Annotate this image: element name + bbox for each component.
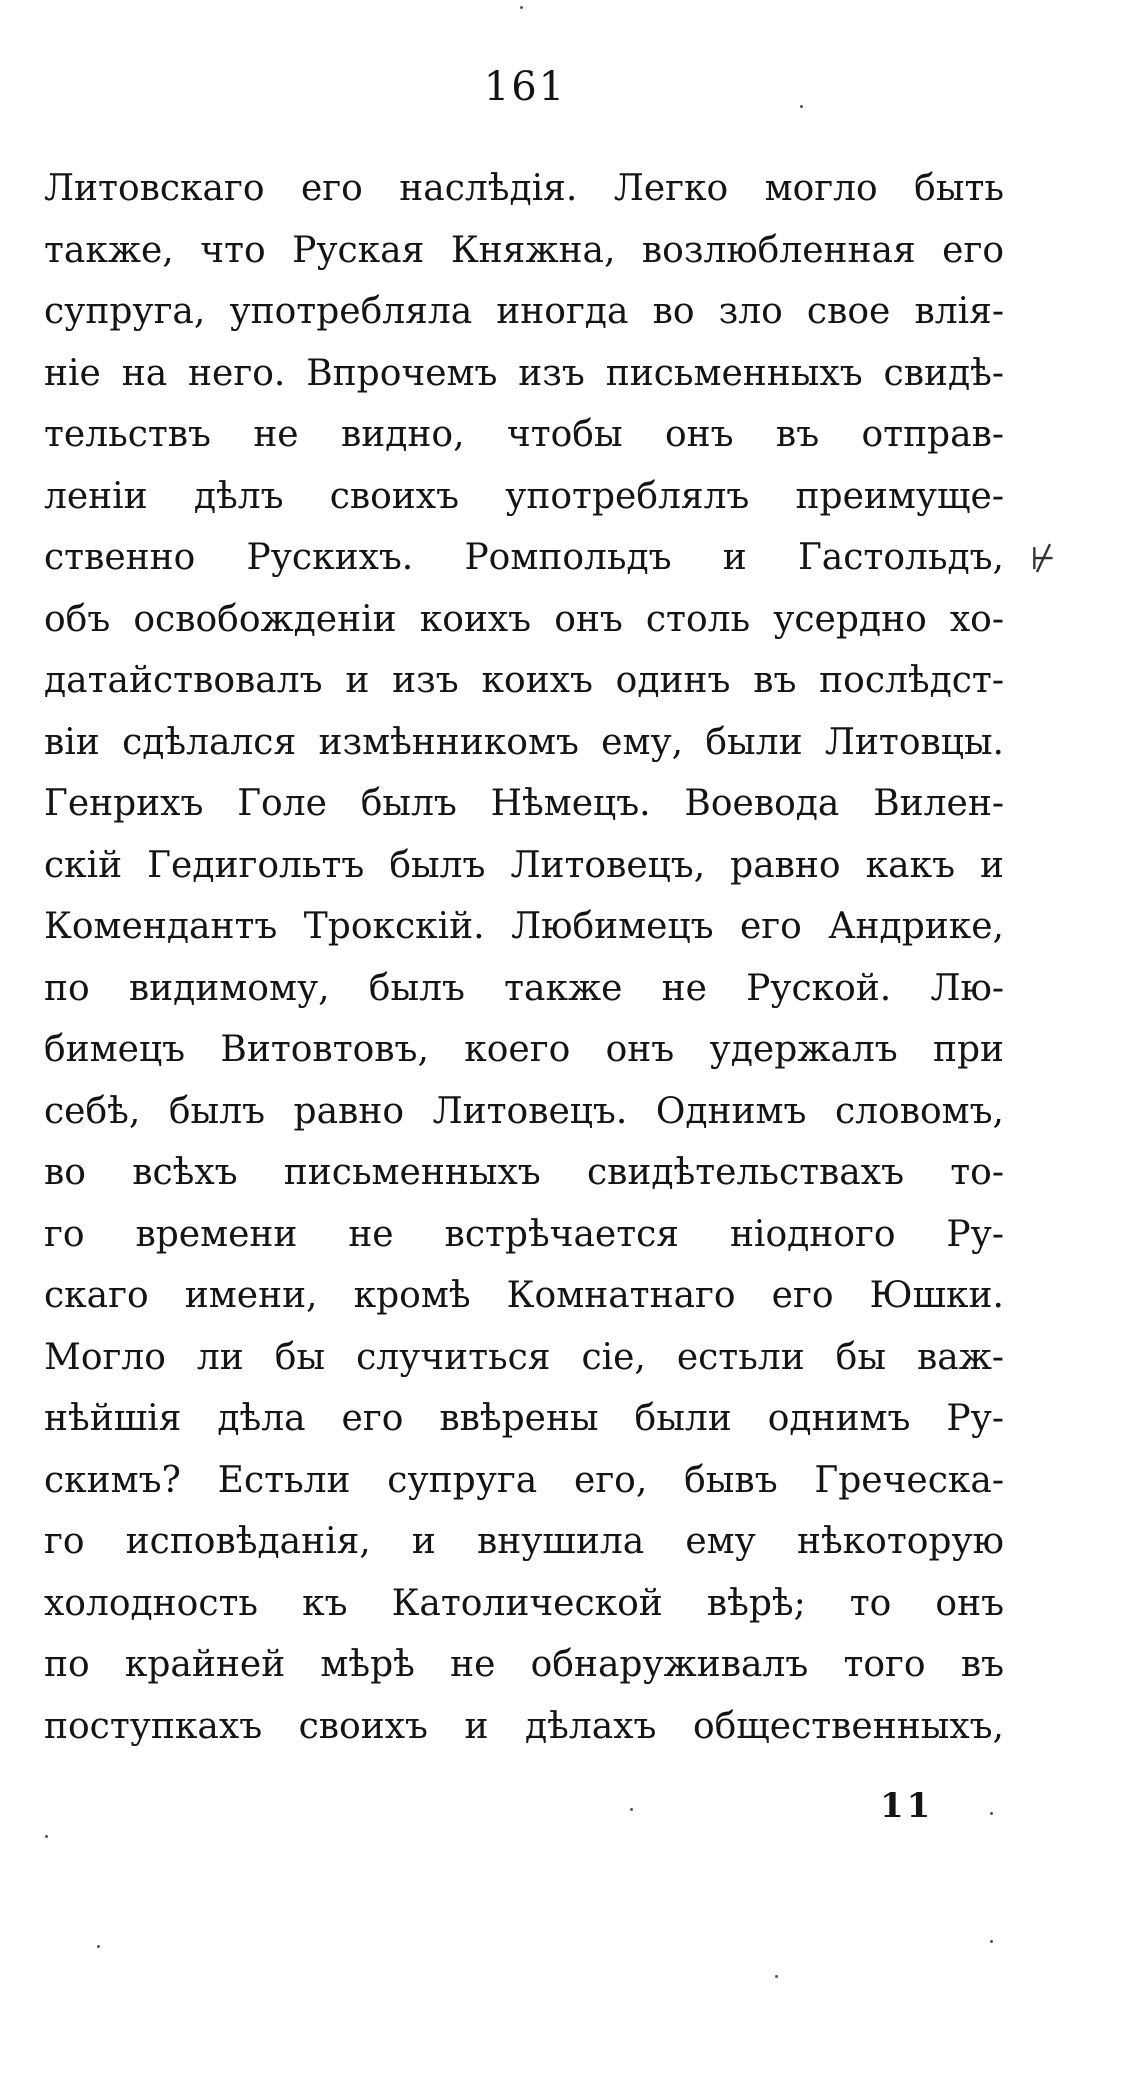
text-line: супруга, употребляла иногда во зло свое влія- — [44, 291, 1004, 332]
text-line: леніи дѣлъ своихъ употреблялъ преимуще- — [44, 475, 1004, 517]
text-line: себѣ, былъ равно Литовецъ. Однимъ словомъ, — [44, 1090, 1004, 1132]
text-line: поступкахъ своихъ и дѣлахъ общественныхъ, — [44, 1705, 1004, 1747]
paper-speck — [97, 1945, 100, 1948]
text-line: также, что Руская Княжна, возлюбленная его — [44, 229, 1004, 271]
text-line: ніе на него. Впрочемъ изъ письменныхъ свидѣ- — [44, 352, 1004, 394]
text-line: ственно Рускихъ. Ромпольдъ и Гастольдъ, — [44, 537, 1004, 578]
text-line: объ освобожденіи коихъ онъ столь усердно хо- — [44, 598, 1004, 640]
signature-mark: 11 — [880, 1786, 934, 1826]
text-line: Генрихъ Голе былъ Нѣмецъ. Воевода Вилен- — [44, 783, 1004, 824]
text-line: по видимому, былъ также не Руской. Лю- — [44, 967, 1004, 1009]
text-line: скій Гедигольтъ былъ Литовецъ, равно какъ и — [44, 844, 1004, 886]
text-line: Литовскаго его наслѣдія. Легко могло быть — [44, 168, 1004, 209]
paper-speck — [520, 6, 523, 9]
text-line: холодность къ Католической вѣрѣ; то онъ — [44, 1582, 1004, 1624]
text-line: го исповѣданія, и внушила ему нѣкоторую — [44, 1521, 1004, 1562]
paper-speck — [775, 1975, 778, 1978]
paper-speck — [45, 1835, 48, 1838]
text-line: віи сдѣлался измѣнникомъ ему, были Литовцы. — [44, 721, 1004, 763]
text-line: Могло ли бы случиться сіе, естьли бы важ- — [44, 1336, 1004, 1378]
page-number: 161 — [483, 64, 567, 110]
text-line: скимъ? Естьли супруга его, бывъ Греческа- — [44, 1459, 1004, 1501]
text-line: тельствъ не видно, чтобы онъ въ отправ- — [44, 414, 1004, 455]
text-line: Комендантъ Трокскій. Любимецъ его Андрике, — [44, 906, 1004, 947]
paper-speck — [800, 105, 803, 108]
text-body — [44, 158, 1004, 1757]
text-line: скаго имени, кромѣ Комнатнаго его Юшки. — [44, 1275, 1004, 1316]
text-line: го времени не встрѣчается ніодного Ру- — [44, 1213, 1004, 1255]
text-line: во всѣхъ письменныхъ свидѣтельствахъ то- — [44, 1152, 1004, 1193]
text-line: нѣйшія дѣла его ввѣрены были однимъ Ру- — [44, 1398, 1004, 1439]
text-line: бимецъ Витовтовъ, коего онъ удержалъ при — [44, 1029, 1004, 1070]
paper-speck — [630, 1808, 633, 1811]
paper-speck — [990, 1940, 993, 1943]
text-line: датайствовалъ и изъ коихъ одинъ въ послѣдст- — [44, 660, 1004, 701]
margin-annotation: ⊬ — [1030, 542, 1056, 577]
text-line: по крайней мѣрѣ не обнаруживалъ того въ — [44, 1644, 1004, 1685]
paper-speck — [990, 1812, 993, 1815]
